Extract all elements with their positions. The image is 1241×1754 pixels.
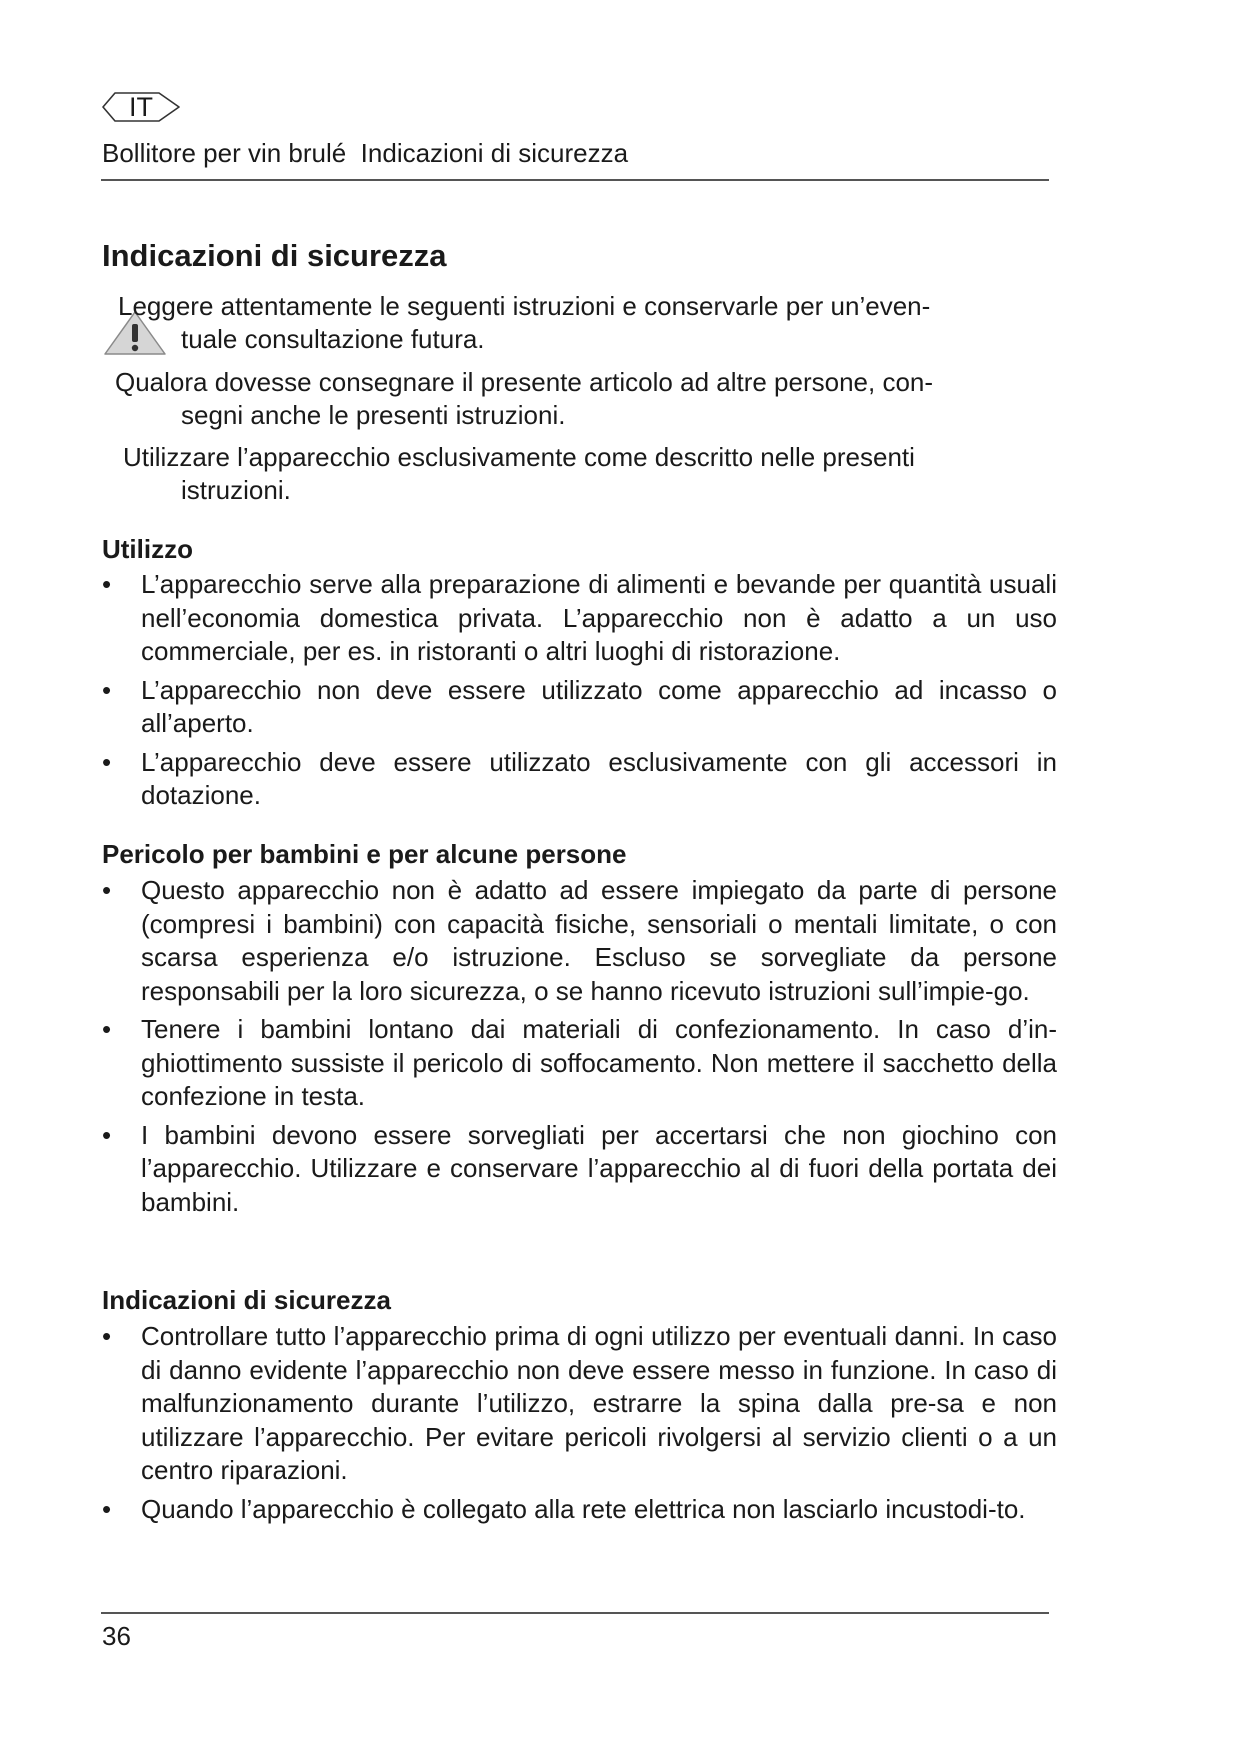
list-item: • L’apparecchio serve alla preparazione di alimenti e bevande per quantità usuali nell’economia domestica privata. L’apparecchio non è adatto a un uso commerciale, per es. in ristoranti o altri luoghi di ristorazione. (102, 569, 1057, 666)
bullet-icon: • (102, 674, 112, 705)
running-title: Bollitore per vin brulé Indicazioni di sicurezza (102, 138, 629, 168)
bullet-icon: • (102, 1014, 112, 1044)
language-badge (101, 91, 181, 123)
bullet-icon: • (102, 875, 112, 905)
page-number: 36 (102, 1621, 131, 1651)
bullet-icon: • (102, 1119, 112, 1150)
header-divider (101, 179, 1049, 181)
sicurezza-list (102, 1320, 1057, 1531)
intro-line-2b: segni anche le presenti istruzioni. (181, 400, 566, 430)
list-item: • Controllare tutto l’apparecchio prima di ogni utilizzo per eventuali danni. In caso di danno evidente l’apparecchio non deve essere messo in funzione. In caso di malfunzionamento durante l’utilizzo, estrarre la spina dalla pre-sa e non utilizzare l’apparecchio. Per evitare pericoli rivolgersi al servizio clienti o a un centro riparazioni. (102, 1321, 1057, 1485)
list-item: • L’apparecchio non deve essere utilizzato come apparecchio ad incasso o all’aperto. (102, 674, 1057, 738)
language-code: IT (129, 92, 153, 122)
page-title: Indicazioni di sicurezza (102, 238, 447, 273)
intro-line-3a: Utilizzare l’apparecchio esclusivamente come descritto nelle presenti (123, 442, 915, 472)
pericolo-list (102, 874, 1057, 1224)
bullet-icon: • (102, 569, 112, 599)
list-item: • Tenere i bambini lontano dai materiali di confezionamento. In caso d’in-ghiottimento sussiste il pericolo di soffocamento. Non mettere il sacchetto della confezione in testa. (102, 1014, 1057, 1111)
list-item: • I bambini devono essere sorvegliati per accertarsi che non giochino con l’apparecchio. Utilizzare e conservare l’apparecchio al di fuori della portata dei bambini. (102, 1119, 1057, 1217)
bullet-icon: • (102, 1321, 112, 1351)
intro-line-1b: tuale consultazione futura. (181, 324, 485, 354)
list-item: • Quando l’apparecchio è collegato alla rete elettrica non lasciarlo incustodi-to. (102, 1493, 1057, 1527)
intro-line-1a: Leggere attentamente le seguenti istruzioni e conservarle per un’even- (118, 291, 931, 321)
intro-line-3b: istruzioni. (181, 475, 291, 505)
section-title-sicurezza: Indicazioni di sicurezza (102, 1285, 391, 1315)
bullet-icon: • (102, 746, 112, 777)
utilizzo-list (102, 568, 1057, 818)
list-item: • Questo apparecchio non è adatto ad essere impiegato da parte di persone (compresi i bambini) con capacità fisiche, sensoriali o mentali limitate, o con scarsa esperienza e/o istruzione. Escluso se sorvegliate da persone responsabili per la loro sicurezza, o se hanno ricevuto istruzioni sull’impie-go. (102, 875, 1057, 1006)
intro-line-2a: Qualora dovesse consegnare il presente articolo ad altre persone, con- (115, 367, 934, 397)
footer-divider (101, 1612, 1049, 1614)
list-item: • L’apparecchio deve essere utilizzato esclusivamente con gli accessori in dotazione. (102, 746, 1057, 810)
section-title-utilizzo: Utilizzo (102, 534, 193, 564)
section-title-pericolo: Pericolo per bambini e per alcune persone (102, 839, 627, 869)
bullet-icon: • (102, 1493, 112, 1524)
